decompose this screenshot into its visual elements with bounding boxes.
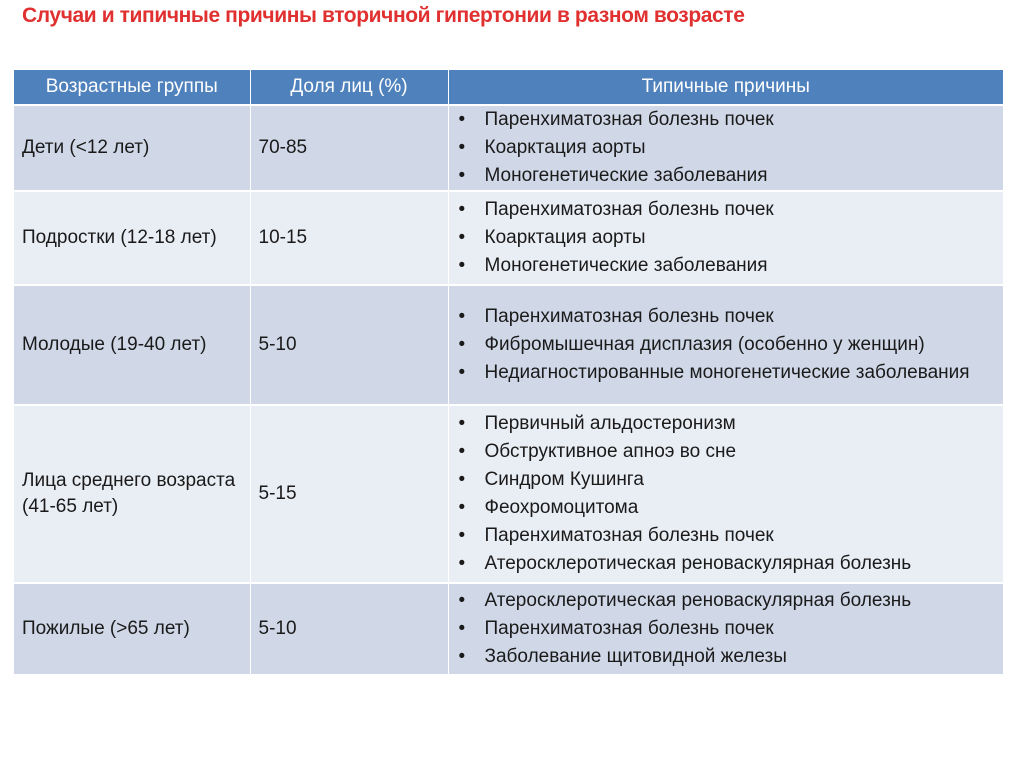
cause-item: • Паренхиматозная болезнь почек <box>457 196 1004 224</box>
share-cell: 70-85 <box>250 105 448 191</box>
cause-item: • Коарктация аорты <box>457 224 1004 252</box>
causes-cell <box>448 583 1003 675</box>
cause-item: • Паренхиматозная болезнь почек <box>457 106 1004 134</box>
age-group-cell: Лица среднего возраста (41-65 лет) <box>14 405 250 583</box>
table-row <box>14 405 1003 583</box>
age-group-cell: Молодые (19-40 лет) <box>14 285 250 405</box>
cause-item: • Обструктивное апноэ во сне <box>457 438 1004 466</box>
causes-list <box>457 303 1004 387</box>
causes-list <box>457 106 1004 190</box>
cause-item: • Заболевание щитовидной железы <box>457 643 1004 671</box>
table-row <box>14 583 1003 675</box>
age-group-cell: Дети (<12 лет) <box>14 105 250 191</box>
age-group-cell: Подростки (12-18 лет) <box>14 191 250 285</box>
table-row <box>14 191 1003 285</box>
cause-item: • Недиагностированные моногенетические заболевания <box>457 359 1004 387</box>
cause-item: • Моногенетические заболевания <box>457 252 1004 280</box>
table-row <box>14 105 1003 191</box>
cause-item: • Атеросклеротическая реноваскулярная болезнь <box>457 587 1004 615</box>
age-group-cell: Пожилые (>65 лет) <box>14 583 250 675</box>
cause-item: • Паренхиматозная болезнь почек <box>457 303 1004 331</box>
cause-item: • Моногенетические заболевания <box>457 162 1004 190</box>
cause-item: • Синдром Кушинга <box>457 466 1004 494</box>
slide-title: Случаи и типичные причины вторичной гипертонии в разном возрасте <box>22 4 745 27</box>
causes-list <box>457 410 1004 578</box>
share-cell: 5-10 <box>250 583 448 675</box>
cause-item: • Феохромоцитома <box>457 494 1004 522</box>
causes-cell <box>448 191 1003 285</box>
share-cell: 5-10 <box>250 285 448 405</box>
causes-table <box>14 70 1003 676</box>
causes-list <box>457 196 1004 280</box>
causes-cell <box>448 405 1003 583</box>
share-cell: 5-15 <box>250 405 448 583</box>
cause-item: • Фибромышечная дисплазия (особенно у женщин) <box>457 331 1004 359</box>
causes-cell <box>448 285 1003 405</box>
header-typical-causes: Типичные причины <box>448 70 1003 105</box>
table-row <box>14 285 1003 405</box>
cause-item: • Паренхиматозная болезнь почек <box>457 615 1004 643</box>
cause-item: • Коарктация аорты <box>457 134 1004 162</box>
causes-list <box>457 587 1004 671</box>
header-age-groups: Возрастные группы <box>14 70 250 105</box>
table-header-row <box>14 70 1003 105</box>
cause-item: • Атеросклеротическая реноваскулярная болезнь <box>457 550 1004 578</box>
causes-cell <box>448 105 1003 191</box>
header-share: Доля лиц (%) <box>250 70 448 105</box>
cause-item: • Паренхиматозная болезнь почек <box>457 522 1004 550</box>
share-cell: 10-15 <box>250 191 448 285</box>
cause-item: • Первичный альдостеронизм <box>457 410 1004 438</box>
